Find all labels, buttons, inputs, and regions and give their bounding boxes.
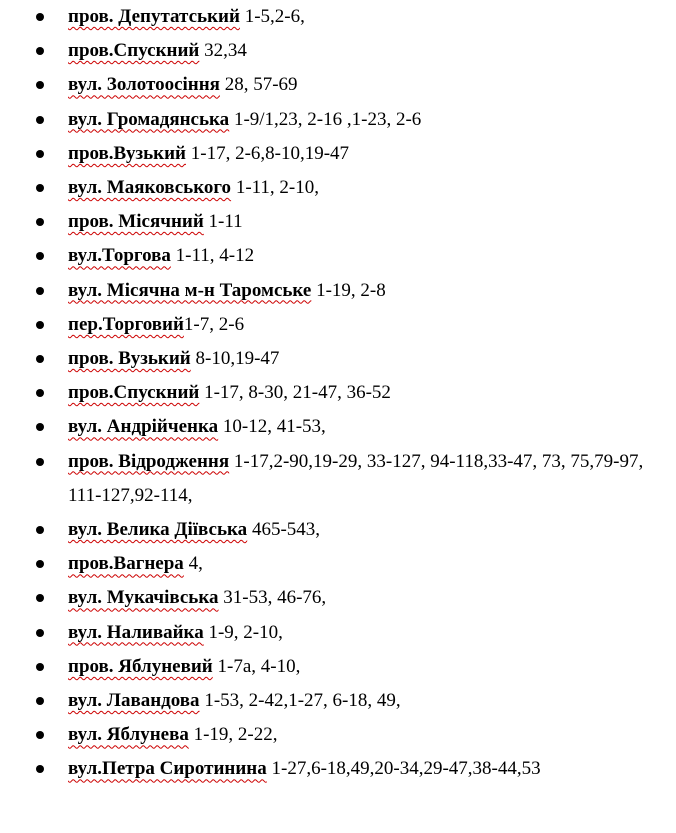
street-name: пров. Вузький bbox=[68, 348, 191, 370]
house-numbers: 31-53, 46-76, bbox=[218, 587, 327, 609]
bullet-icon bbox=[36, 218, 44, 226]
house-numbers: 1-17, 2-6,8-10,19-47 bbox=[186, 142, 350, 164]
street-name: вул. Андрійченка bbox=[68, 416, 219, 438]
street-name: пров.Вагнера bbox=[68, 553, 184, 575]
list-item bbox=[36, 752, 656, 786]
house-numbers: 32,34 bbox=[199, 40, 247, 62]
house-numbers: 1-19, 2-8 bbox=[311, 279, 386, 301]
house-numbers: 1-11 bbox=[203, 211, 243, 233]
house-numbers: 1-11, 2-10, bbox=[231, 177, 320, 199]
street-name: пров.Вузький bbox=[68, 142, 186, 164]
bullet-icon bbox=[36, 47, 44, 55]
street-name: вул. Мукачівська bbox=[68, 587, 219, 609]
bullet-icon bbox=[36, 629, 44, 637]
list-item bbox=[36, 308, 656, 342]
list-item bbox=[36, 581, 656, 615]
street-name: вул. Громадянська bbox=[68, 108, 230, 130]
street-name: вул. Яблунева bbox=[68, 724, 189, 746]
list-item bbox=[36, 718, 656, 752]
bullet-icon bbox=[36, 184, 44, 192]
list-item bbox=[36, 650, 656, 684]
house-numbers: 1-27,6-18,49,20-34,29-47,38-44,53 bbox=[266, 758, 541, 780]
street-name: пер.Торговий bbox=[68, 313, 184, 335]
bullet-icon bbox=[36, 116, 44, 124]
house-numbers: 1-7а, 4-10, bbox=[212, 655, 301, 677]
house-numbers: 10-12, 41-53, bbox=[218, 416, 326, 438]
bullet-icon bbox=[36, 560, 44, 568]
house-numbers: 1-9, 2-10, bbox=[203, 621, 283, 643]
house-numbers: 1-19, 2-22, bbox=[188, 724, 278, 746]
list-item bbox=[36, 513, 656, 547]
bullet-icon bbox=[36, 458, 44, 466]
street-name: пров. Відродження bbox=[68, 450, 230, 472]
list-item bbox=[36, 205, 656, 239]
list-item bbox=[36, 616, 656, 650]
list-item bbox=[36, 239, 656, 273]
street-name: пров. Депутатський bbox=[68, 6, 240, 27]
bullet-icon bbox=[36, 765, 44, 773]
house-numbers: 1-17, 8-30, 21-47, 36-52 bbox=[199, 382, 391, 404]
bullet-icon bbox=[36, 697, 44, 705]
list-item bbox=[36, 0, 656, 34]
bullet-icon bbox=[36, 594, 44, 602]
street-name: вул. Лавандова bbox=[68, 690, 200, 712]
bullet-icon bbox=[36, 663, 44, 671]
bullet-icon bbox=[36, 423, 44, 431]
list-item bbox=[36, 68, 656, 102]
bullet-icon bbox=[36, 150, 44, 158]
bullet-icon bbox=[36, 81, 44, 89]
street-name: вул. Маяковського bbox=[68, 177, 232, 199]
list-item bbox=[36, 34, 656, 68]
bullet-icon bbox=[36, 389, 44, 397]
street-name: пров.Спускний bbox=[68, 40, 200, 62]
list-item bbox=[36, 547, 656, 581]
list-item bbox=[36, 376, 656, 410]
street-name: пров. Яблуневий bbox=[68, 655, 213, 677]
house-numbers: 28, 57-69 bbox=[219, 74, 298, 96]
list-item bbox=[36, 410, 656, 444]
street-list bbox=[36, 0, 656, 787]
house-numbers: 1-5,2-6, bbox=[239, 6, 305, 27]
house-numbers: 1-17,2-90,19-29, 33-127, 94-118,33-47, 73, 75,79-97, 111-127,92-114, bbox=[68, 450, 644, 506]
street-name: вул.Торгова bbox=[68, 245, 171, 267]
list-item bbox=[36, 274, 656, 308]
list-item bbox=[36, 103, 656, 137]
house-numbers: 1-9/1,23, 2-16 ,1-23, 2-6 bbox=[229, 108, 422, 130]
list-item bbox=[36, 342, 656, 376]
street-name: вул. Місячна м-н Таромське bbox=[68, 279, 312, 301]
house-numbers: 1-53, 2-42,1-27, 6-18, 49, bbox=[199, 690, 401, 712]
street-name: вул. Наливайка bbox=[68, 621, 204, 643]
house-numbers: 8-10,19-47 bbox=[190, 348, 280, 370]
house-numbers: 465-543, bbox=[247, 519, 321, 541]
list-item bbox=[36, 684, 656, 718]
list-item bbox=[36, 137, 656, 171]
street-name: пров. Місячний bbox=[68, 211, 204, 233]
bullet-icon bbox=[36, 321, 44, 329]
street-name: пров.Спускний bbox=[68, 382, 200, 404]
house-numbers: 1-11, 4-12 bbox=[170, 245, 255, 267]
list-item bbox=[36, 171, 656, 205]
house-numbers: 1-7, 2-6 bbox=[183, 313, 245, 335]
list-item bbox=[36, 445, 656, 513]
bullet-icon bbox=[36, 526, 44, 534]
street-name: вул. Велика Діївська bbox=[68, 519, 248, 541]
bullet-icon bbox=[36, 252, 44, 260]
street-name: вул. Золотоосіння bbox=[68, 74, 220, 96]
bullet-icon bbox=[36, 355, 44, 363]
house-numbers: 4, bbox=[183, 553, 203, 575]
street-name: вул.Петра Сиротинина bbox=[68, 758, 267, 780]
bullet-icon bbox=[36, 731, 44, 739]
bullet-icon bbox=[36, 287, 44, 295]
bullet-icon bbox=[36, 13, 44, 21]
